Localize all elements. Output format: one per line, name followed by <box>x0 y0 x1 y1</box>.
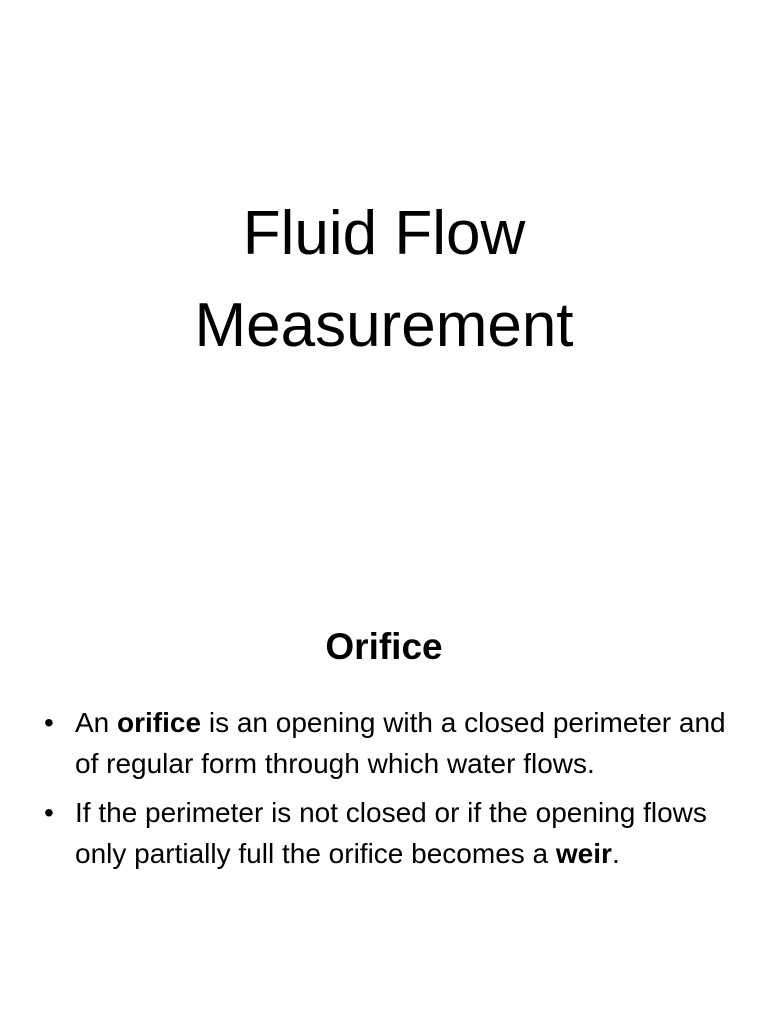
bullet-text-suffix: . <box>611 838 620 869</box>
bullet-list <box>44 702 734 882</box>
bullet-item-weir-definition <box>44 792 734 874</box>
bold-term-weir: weir <box>555 838 612 869</box>
title-line-2: Measurement <box>194 291 574 360</box>
bullet-marker: • <box>44 707 54 738</box>
bullet-text-prefix: If the perimeter is not closed or if the opening flows only partially full the orifice becomes a <box>75 797 707 869</box>
bullet-text-prefix: An <box>75 707 118 738</box>
section-heading: Orifice <box>325 626 443 667</box>
bold-term-orifice: orifice <box>117 707 202 738</box>
bullet-marker: • <box>44 797 54 828</box>
bullet-text-suffix: is an opening with a closed perimeter and of regular form through which water flows. <box>75 707 726 779</box>
presentation-title <box>0 188 768 372</box>
title-line-1: Fluid Flow <box>242 199 526 268</box>
bullet-item-orifice-definition <box>44 702 734 784</box>
